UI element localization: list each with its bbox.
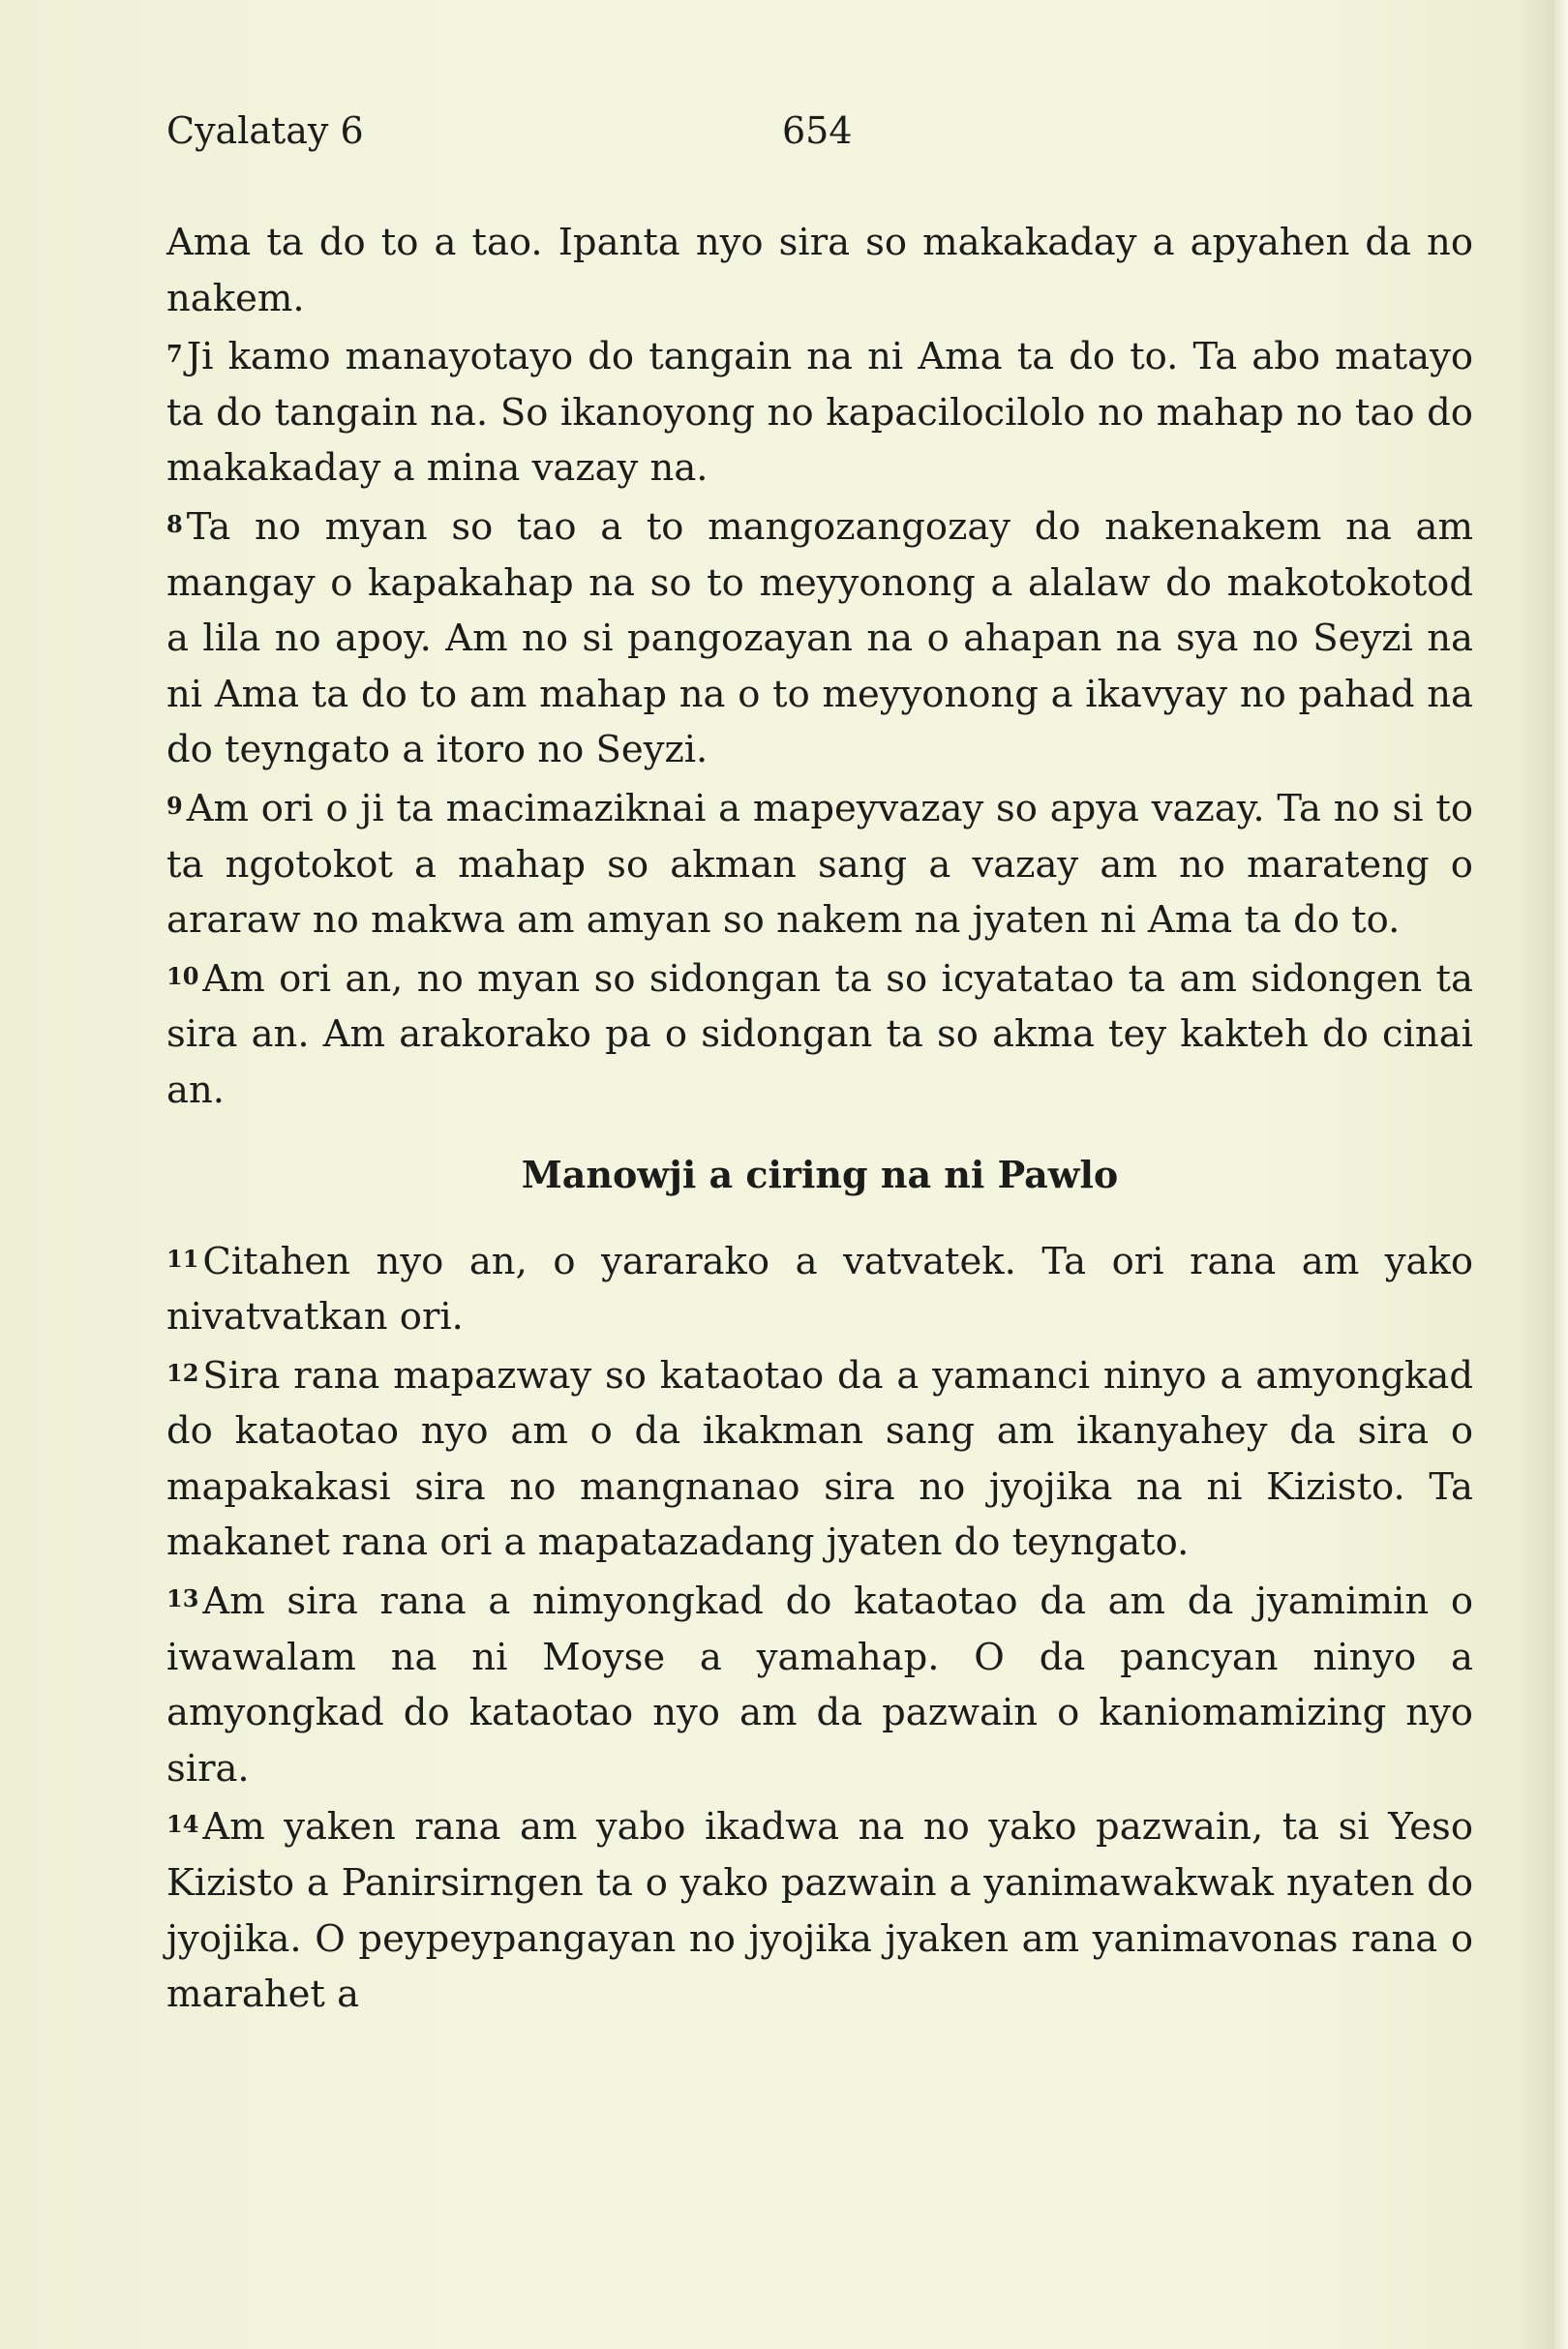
verse-text: Am yaken rana am yabo ikadwa na no yako pazwain, ta si Yeso Kizisto a Panirsirngen ta o yako pazwain a yanimawakwak nyaten do jyojika. O peypeypangayan no jyojika jyaken am yanimavonas rana o marahet a: [166, 1805, 1473, 2017]
verse-text: Ta no myan so tao a to mangozangozay do nakenakem na am mangay o kapakahap na so to meyyonong a alalaw do makotokotod a lila no apoy. Am no si pangozayan na o ahapan na sya no Seyzi na ni Ama ta do to am mahap na o to meyyonong a ikavyay no pahad na do teyngato a itoro no Seyzi.: [166, 504, 1473, 772]
verse-14: [166, 1796, 1473, 2022]
verse-text: Am sira rana a nimyongkad do kataotao da am da jyamimin o iwawalam na ni Moyse a yamahap. O da pancyan ninyo a amyongkad do kataotao nyo am da pazwain o kaniomamizing nyo sira.: [166, 1580, 1473, 1791]
verse-11: [166, 1231, 1473, 1345]
verse-text: Sira rana mapazway so kataotao da a yamanci ninyo a amyongkad do kataotao nyo am o da ikakman sang am ikanyahey da sira o mapakakasi sira no mangnanao sira no jyojika na ni Kizisto. Ta makanet rana ori a mapatazadang jyaten do teyngato.: [166, 1353, 1473, 1565]
verse-8: [166, 497, 1473, 778]
verse-number: 9: [166, 791, 183, 820]
verse-number: 8: [166, 509, 183, 538]
verse-12: [166, 1345, 1473, 1571]
section-heading: Manowji a ciring na ni Pawlo: [521, 1152, 1119, 1196]
verse-number: 13: [166, 1584, 199, 1613]
verse-number: 11: [166, 1244, 199, 1273]
verse-text: Ji kamo manayotayo do tangain na ni Ama ta do to. Ta abo matayo ta do tangain na. So ikanoyong no kapacilocilolo no mahap no tao do makakaday a mina vazay na.: [166, 335, 1473, 491]
verse-text: Am ori o ji ta macimaziknai a mapeyvazay so apya vazay. Ta no si to ta ngotokot a mahap so akman sang a vazay am no marateng o araraw no makwa am amyan so nakem na jyaten ni Ama ta do to.: [166, 786, 1473, 943]
verse-number: 12: [166, 1358, 199, 1387]
verse-number: 7: [166, 340, 183, 369]
verse-number: 14: [166, 1810, 199, 1839]
page-edge: [1554, 0, 1568, 2349]
verse-9: [166, 778, 1473, 949]
paragraph-text: Ama ta do to a tao. Ipanta nyo sira so makakaday a apyahen da no nakem.: [166, 221, 1473, 320]
page-number: 654: [782, 109, 853, 152]
text-body: [166, 215, 1473, 2023]
paragraph-continuation: [166, 215, 1473, 326]
verse-13: [166, 1571, 1473, 1796]
book-chapter-title: Cyalatay 6: [166, 109, 364, 152]
verse-text: Citahen nyo an, o yararako a vatvatek. Ta ori rana am yako nivatvatkan ori.: [166, 1239, 1473, 1340]
verse-10: [166, 949, 1473, 1119]
running-header: [166, 102, 1473, 160]
verse-7: [166, 326, 1473, 497]
verse-text: Am ori an, no myan so sidongan ta so icyatatao ta am sidongen ta sira an. Am arakorako pa o sidongan ta so akma tey kakteh do cinai an.: [166, 956, 1473, 1112]
verse-number: 10: [166, 961, 199, 990]
